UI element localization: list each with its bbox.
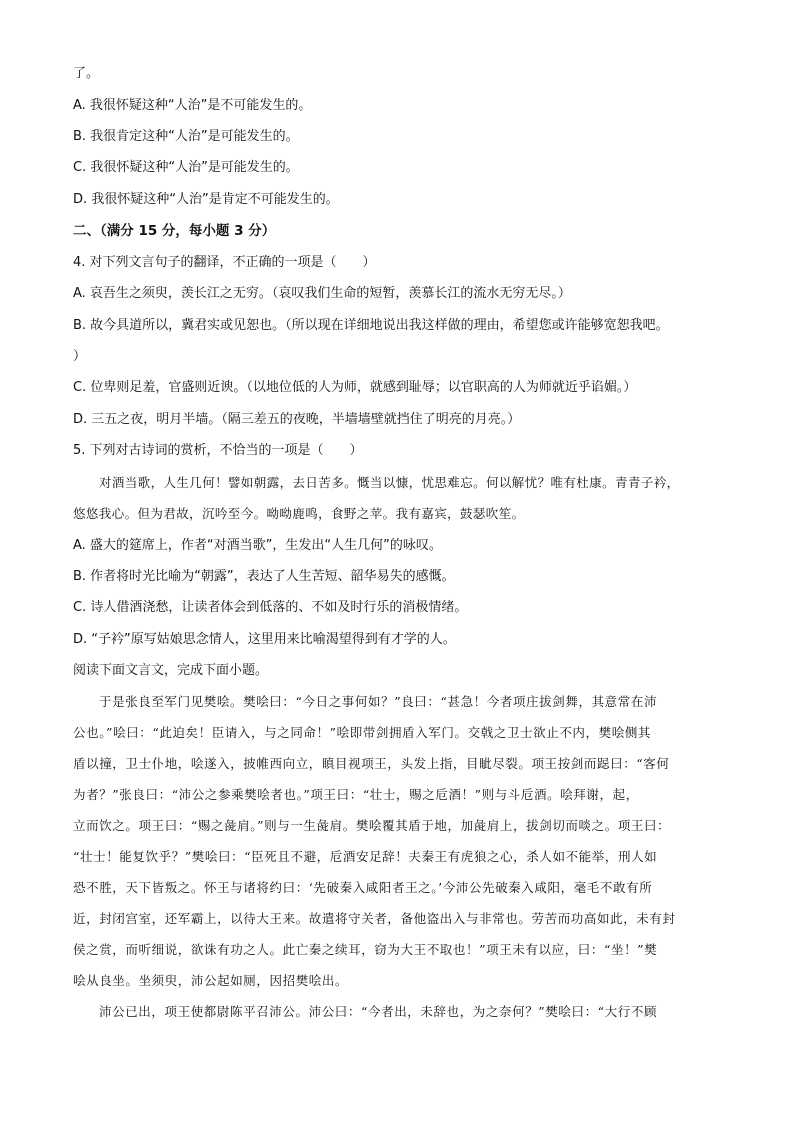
q5-option-b: B. 作者将时光比喻为“朝露”，表达了人生苦短、韶华易失的感慨。 xyxy=(73,569,455,584)
q5-option-c: C. 诗人借酒浇愁，让读者体会到低落的、不如及时行乐的消极情绪。 xyxy=(73,600,468,615)
passage-line: 近，封闭宫室，还军霸上，以待大王来。故遣将守关者，备他盗出入与非常也。劳苦而功高如此，未有封 xyxy=(73,911,676,926)
option-d: D. 我很怀疑这种“人治”是肯定不可能发生的。 xyxy=(73,192,339,207)
q5-option-a: A. 盛大的筵席上，作者“对酒当歌”，生发出“人生几何”的咏叹。 xyxy=(73,538,442,553)
passage-line: 哙从良坐。坐须臾，沛公起如厕，因招樊哙出。 xyxy=(73,973,349,988)
option-a: A. 我很怀疑这种“人治”是不可能发生的。 xyxy=(73,98,312,113)
q4-option-c: C. 位卑则足羞，官盛则近谀。（以地位低的人为师，就感到耻辱；以官职高的人为师就近乎谄媚。） xyxy=(73,380,637,395)
passage-line: 恐不胜，天下皆叛之。怀王与诸将约曰：‘先破秦入咸阳者王之。’今沛公先破秦入咸阳，毫毛不敢有所 xyxy=(73,880,653,895)
q4-option-a: A. 哀吾生之须臾，羡长江之无穷。（哀叹我们生命的短暂，羡慕长江的流水无穷无尽。） xyxy=(73,286,571,301)
question-4: 4. 对下列文言句子的翻译，不正确的一项是（ ） xyxy=(73,255,376,270)
passage-line: 侯之赏，而听细说，欲诛有功之人。此亡秦之续耳，窃为大王不取也！”项王未有以应，曰：“坐！”樊 xyxy=(73,942,658,957)
passage-line: 于是张良至军门见樊哙。樊哙曰：“今日之事何如？”良曰：“甚急！今者项庄拔剑舞，其意常在沛 xyxy=(99,694,658,709)
q5-option-d: D. “子衿”原写姑娘思念情人，这里用来比喻渴望得到有才学的人。 xyxy=(73,632,456,647)
passage-line: 公也。”哙曰：“此迫矣！臣请入，与之同命！”哙即带剑拥盾入军门。交戟之卫士欲止不内，樊哙侧其 xyxy=(73,725,652,740)
passage-line: 沛公已出，项王使都尉陈平召沛公。沛公曰：“今者出，未辞也，为之奈何？”樊哙曰：“大行不顾 xyxy=(99,1004,658,1019)
passage-line: 为者？”张良曰：“沛公之参乘樊哙者也。”项王曰：“壮士，赐之卮酒！”则与斗卮酒。哙拜谢，起， xyxy=(73,787,639,802)
passage-line: 盾以撞，卫士仆地，哙遂入，披帷西向立，瞋目视项王，头发上指，目眦尽裂。项王按剑而跽曰：“客何 xyxy=(73,756,670,771)
q4-option-b: B. 故今具道所以，冀君实或见恕也。（所以现在详细地说出我这样做的理由，希望您或许能够宽恕我吧。 xyxy=(73,318,669,333)
option-b: B. 我很肯定这种“人治”是可能发生的。 xyxy=(73,129,299,144)
section-heading: 二、（满分 15 分，每小题 3 分） xyxy=(73,223,276,239)
q4-option-b-cont: ） xyxy=(73,349,87,364)
text-line: 了。 xyxy=(73,66,100,81)
question-5: 5. 下列对古诗词的赏析，不恰当的一项是（ ） xyxy=(73,443,363,458)
passage-line: “壮士！能复饮乎？”樊哙曰：“臣死且不避，卮酒安足辞！夫秦王有虎狼之心，杀人如不能举，刑人如 xyxy=(73,849,658,864)
reading-instruction: 阅读下面文言文，完成下面小题。 xyxy=(73,663,269,678)
q4-option-d: D. 三五之夜，明月半墙。（隔三差五的夜晚，半墙墙壁就挡住了明亮的月亮。） xyxy=(73,412,521,427)
option-c: C. 我很怀疑这种“人治”是可能发生的。 xyxy=(73,160,299,175)
poem-line: 对酒当歌，人生几何！譬如朝露，去日苦多。慨当以慷，忧思难忘。何以解忧？唯有杜康。青青子衿， xyxy=(99,475,680,490)
passage-line: 立而饮之。项王曰：“赐之彘肩。”则与一生彘肩。樊哙覆其盾于地，加彘肩上，拔剑切而啖之。项王曰： xyxy=(73,818,671,833)
poem-line: 悠悠我心。但为君故，沉吟至今。呦呦鹿鸣，食野之苹。我有嘉宾，鼓瑟吹笙。 xyxy=(73,506,525,521)
